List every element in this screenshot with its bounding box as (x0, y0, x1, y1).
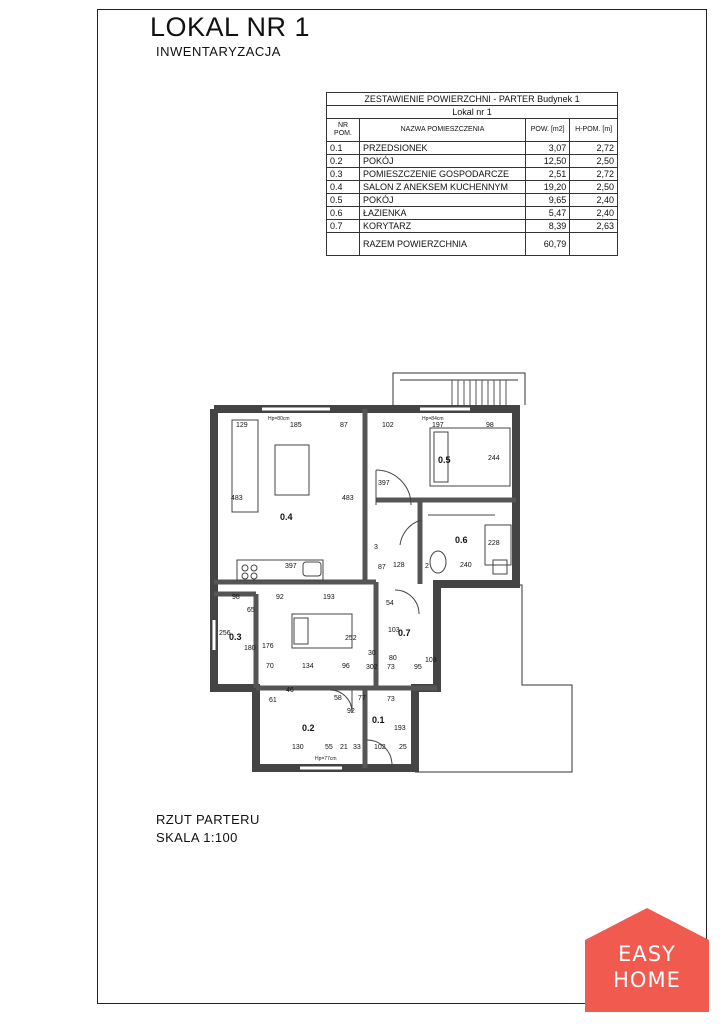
cell-area: 5,47 (526, 207, 570, 220)
cell-nr: 0.1 (327, 142, 360, 155)
total-label: RAZEM POWIERZCHNIA (360, 233, 526, 256)
cell-nr: 0.4 (327, 181, 360, 194)
window-height: Hp=84cm (422, 416, 444, 422)
dimension-label: 102 (382, 422, 394, 429)
dimension-label: 130 (292, 744, 304, 751)
cell-area: 8,39 (526, 220, 570, 233)
dimension-label: 180 (244, 645, 256, 652)
dimension-label: 3 (374, 544, 378, 551)
dimension-label: 30 (368, 650, 376, 657)
cell-name: POKÓJ (360, 194, 526, 207)
logo-line1: EASY (618, 942, 676, 966)
cell-name: KORYTARZ (360, 220, 526, 233)
dimension-label: 46 (286, 687, 294, 694)
dimension-label: 176 (262, 643, 274, 650)
dimension-label: 96 (342, 663, 350, 670)
window-frames (212, 407, 470, 770)
room-label-07: 0.7 (398, 628, 411, 638)
document-subtitle: INWENTARYZACJA (156, 44, 281, 59)
dimension-label: 87 (378, 564, 386, 571)
dimension-label: 193 (394, 725, 406, 732)
dimension-label: 128 (393, 562, 405, 569)
dimension-label: 87 (340, 422, 348, 429)
cell-nr: 0.2 (327, 155, 360, 168)
dimension-label: 77 (358, 695, 366, 702)
stairs-icon (452, 380, 506, 405)
col-header-nr: NR POM. (327, 119, 360, 142)
cell-area: 12,50 (526, 155, 570, 168)
total-area: 60,79 (526, 233, 570, 256)
dimension-label: 98 (232, 594, 240, 601)
dimension-label: 197 (432, 422, 444, 429)
cell-name: PRZEDSIONEK (360, 142, 526, 155)
col-header-area: POW. [m2] (526, 119, 570, 142)
room-label-03: 0.3 (229, 632, 242, 642)
room-label-06: 0.6 (455, 535, 468, 545)
dimension-label: 70 (266, 663, 274, 670)
dimension-label: 252 (345, 635, 357, 642)
dimension-label: 256 (219, 630, 231, 637)
cell-area: 19,20 (526, 181, 570, 194)
dimension-label: 193 (323, 594, 335, 601)
cell-name: SALON Z ANEKSEM KUCHENNYM (360, 181, 526, 194)
window-height: Hp=77cm (315, 756, 337, 762)
dimension-label: 244 (488, 455, 500, 462)
dimension-label: 103 (425, 657, 437, 664)
dimension-label: 92 (347, 708, 355, 715)
document-title: LOKAL NR 1 (150, 12, 311, 42)
cell-nr: 0.6 (327, 207, 360, 220)
col-header-height: H-POM. [m] (570, 119, 618, 142)
cell-nr: 0.7 (327, 220, 360, 233)
room-label-01: 0.1 (372, 715, 385, 725)
dimension-label: 98 (486, 422, 494, 429)
dimension-label: 80 (389, 655, 397, 662)
dimension-label: 397 (378, 480, 390, 487)
cell-area: 3,07 (526, 142, 570, 155)
cell-name: ŁAZIENKA (360, 207, 526, 220)
logo-line2: HOME (613, 968, 681, 992)
cell-name: POMIESZCZENIE GOSPODARCZE (360, 168, 526, 181)
plan-name-caption: RZUT PARTERU (156, 812, 260, 827)
cell-nr: 0.3 (327, 168, 360, 181)
cell-height: 2,63 (570, 220, 618, 233)
window-height: Hp=80cm (268, 416, 290, 422)
dimension-label: 58 (334, 695, 342, 702)
dimension-label: 55 (325, 744, 333, 751)
cell-height: 2,40 (570, 207, 618, 220)
dimension-label: 73 (387, 664, 395, 671)
dimension-label: 61 (269, 697, 277, 704)
room-label-05: 0.5 (438, 455, 451, 465)
cell-height: 2,40 (570, 194, 618, 207)
dimension-label: 228 (488, 540, 500, 547)
dimension-label: 129 (236, 422, 248, 429)
cell-area: 2,51 (526, 168, 570, 181)
cell-nr: 0.5 (327, 194, 360, 207)
dimension-label: 54 (386, 600, 394, 607)
cell-height: 2,50 (570, 155, 618, 168)
dimension-label: 92 (276, 594, 284, 601)
cell-name: POKÓJ (360, 155, 526, 168)
dimension-label: 483 (342, 495, 354, 502)
easy-home-logo (585, 908, 709, 1012)
scale-caption: SKALA 1:100 (156, 830, 238, 845)
dimension-label: 102 (374, 744, 386, 751)
dimension-label: 103 (388, 627, 400, 634)
dimension-label: 483 (231, 495, 243, 502)
cell-height: 2,50 (570, 181, 618, 194)
table-caption: ZESTAWIENIE POWIERZCHNI - PARTER Budynek 1 (327, 93, 618, 106)
dimension-label: 2 (425, 563, 429, 570)
dimension-label: 302 (366, 664, 378, 671)
dimension-label: 397 (285, 563, 297, 570)
room-label-04: 0.4 (280, 512, 293, 522)
dimension-label: 95 (414, 664, 422, 671)
room-label-02: 0.2 (302, 723, 315, 733)
dimension-label: 73 (387, 696, 395, 703)
dimension-label: 240 (460, 562, 472, 569)
dimension-label: 33 (353, 744, 361, 751)
cell-height: 2,72 (570, 142, 618, 155)
cell-height: 2,72 (570, 168, 618, 181)
dimension-label: 25 (399, 744, 407, 751)
dimension-label: 21 (340, 744, 348, 751)
cell-area: 9,65 (526, 194, 570, 207)
furniture (232, 420, 511, 648)
dimension-label: 134 (302, 663, 314, 670)
dimension-label: 185 (290, 422, 302, 429)
col-header-name: NAZWA POMIESZCZENIA (360, 119, 526, 142)
table-subcaption: Lokal nr 1 (327, 106, 618, 119)
dimension-label: 65 (247, 607, 255, 614)
